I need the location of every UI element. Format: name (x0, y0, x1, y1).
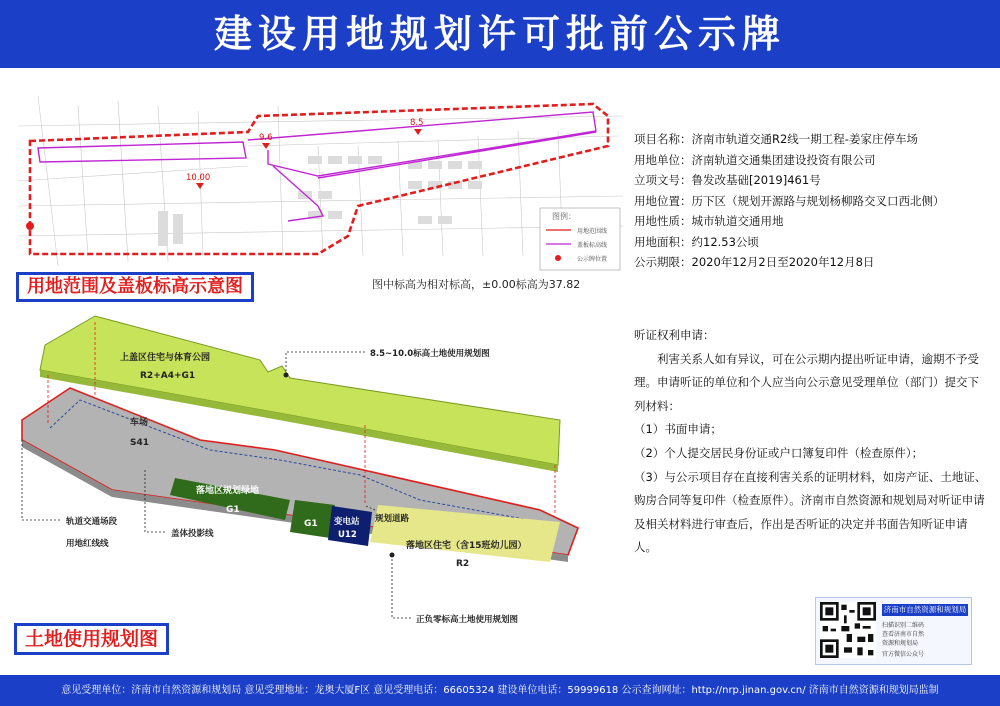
callout-zero: 正负零标高土地使用规划图 (416, 615, 519, 625)
callout-redline: 轨道交通场段 (66, 517, 118, 527)
qr-sub-line: 查看济南市自然 (882, 631, 925, 638)
map-note: 图中标高为相对标高，±0.00标高为37.82 (372, 278, 581, 291)
info-row (634, 191, 994, 212)
hearing-paragraph: 利害关系人如有异议，可在公示期内提出听证申请，逾期不予受理。申请听证的单位和个人应当向公示意见受理单位（部门）提交下列材料： (634, 351, 979, 413)
info-row (634, 170, 994, 191)
info-value: 历下区（规划开源路与规划杨柳路交叉口西北侧） (691, 193, 945, 208)
info-value: 2020年12月2日至2020年12月8日 (691, 255, 875, 269)
info-key: 用地位置： (634, 193, 692, 208)
site-map (18, 86, 623, 274)
qr-code[interactable] (820, 602, 876, 658)
footer-bar (0, 675, 1000, 706)
callout-top: 8.5~10.0标高土地使用规划图 (370, 349, 490, 359)
legend-item-cover: 盖板标高线 (577, 242, 608, 249)
footer-text: 意见受理单位：济南市自然资源和规划局 意见受理地址：龙奥大厦F区 意见受理电话：66605324 建设单位电话：59999618 公示查询网址：http://nrp.jinan.gov.cn/ 济南市自然资源和规划局监制 (61, 685, 939, 696)
map-legend (540, 208, 620, 270)
residential-name: 落地区住宅（含15班幼儿园） (406, 541, 527, 551)
top-block-code: R2+A4+G1 (140, 371, 196, 381)
legend-item-board: 公示牌位置 (577, 256, 608, 263)
qr-sub-line: 资源和规划局 (882, 640, 919, 647)
g1-small-code: G1 (304, 519, 318, 529)
info-row (634, 232, 994, 253)
green-name: 落地区规划绿地 (196, 486, 260, 496)
info-value: 济南市轨道交通R2线一期工程-姜家庄停车场 (691, 132, 918, 146)
info-key: 立项文号： (634, 173, 692, 187)
callout-road: 规划道路 (375, 514, 410, 524)
notice-board-position-dot (26, 222, 34, 230)
info-key: 用地性质： (634, 214, 692, 228)
info-value: 济南轨道交通集团建设投资有限公司 (691, 152, 876, 167)
depot-code: S41 (130, 438, 150, 448)
map-banner: 用地范围及盖板标高示意图 (16, 272, 254, 302)
page-title: 建设用地规划许可批前公示牌 (213, 12, 786, 56)
substation-name: 变电站 (334, 517, 360, 527)
depot-name: 车场 (130, 418, 149, 428)
legend-title: 图例： (552, 212, 576, 221)
info-value: 约12.53公顷 (691, 234, 759, 249)
qr-sub-line: 扫描识别二维码 (882, 622, 925, 629)
callout-redline-2: 用地红线线 (66, 539, 109, 549)
info-key: 用地面积： (634, 234, 692, 249)
substation-code: U12 (338, 530, 357, 540)
hearing-title: 听证权利申请： (634, 328, 715, 342)
hearing-rights (634, 324, 989, 560)
legend-item-boundary: 用地范围线 (577, 228, 608, 235)
residential-code: R2 (456, 559, 470, 569)
info-row (634, 150, 994, 171)
hearing-item: （1）书面申请； (634, 422, 722, 437)
qr-sub-line: 官方微信公众号 (882, 651, 925, 658)
callout-dot (390, 553, 395, 558)
info-key: 用地单位： (634, 152, 692, 167)
header-bar (0, 0, 1000, 68)
project-info (634, 129, 994, 273)
top-block-name: 上盖区住宅与体育公园 (120, 353, 211, 363)
qr-title: 济南市自然资源和规划局 (883, 605, 967, 614)
hearing-item: （2）个人提交居民身份证或户口簿复印件（检查原件）； (634, 445, 924, 460)
elevation-label-2: 8.5 (410, 118, 424, 128)
info-value: 鲁发改基础[2019]461号 (691, 173, 821, 187)
info-value: 城市轨道交通用地 (691, 214, 784, 228)
land-use-diagram (0, 300, 620, 630)
info-row (634, 129, 994, 150)
callout-dot (284, 373, 289, 378)
callout-projection: 盖体投影线 (171, 529, 214, 539)
info-key: 项目名称： (634, 132, 692, 146)
info-row (634, 211, 994, 232)
qr-panel (815, 597, 972, 665)
green-code: G1 (226, 505, 240, 515)
elevation-label-1: 9.6 (259, 133, 273, 143)
info-row (634, 252, 994, 273)
elevation-label-3: 10.00 (186, 173, 211, 183)
land-use-banner: 土地使用规划图 (14, 623, 169, 655)
info-key: 公示期限： (634, 255, 692, 269)
hearing-item: （3）与公示项目存在直接利害关系的证明材料，如房产证、土地证、购房合同等复印件（检查原件）。济南市自然资源和规划局对听证申请及相关材料进行审查后，作出是否听证的决定并书面告知听证申请人。 (634, 469, 987, 555)
